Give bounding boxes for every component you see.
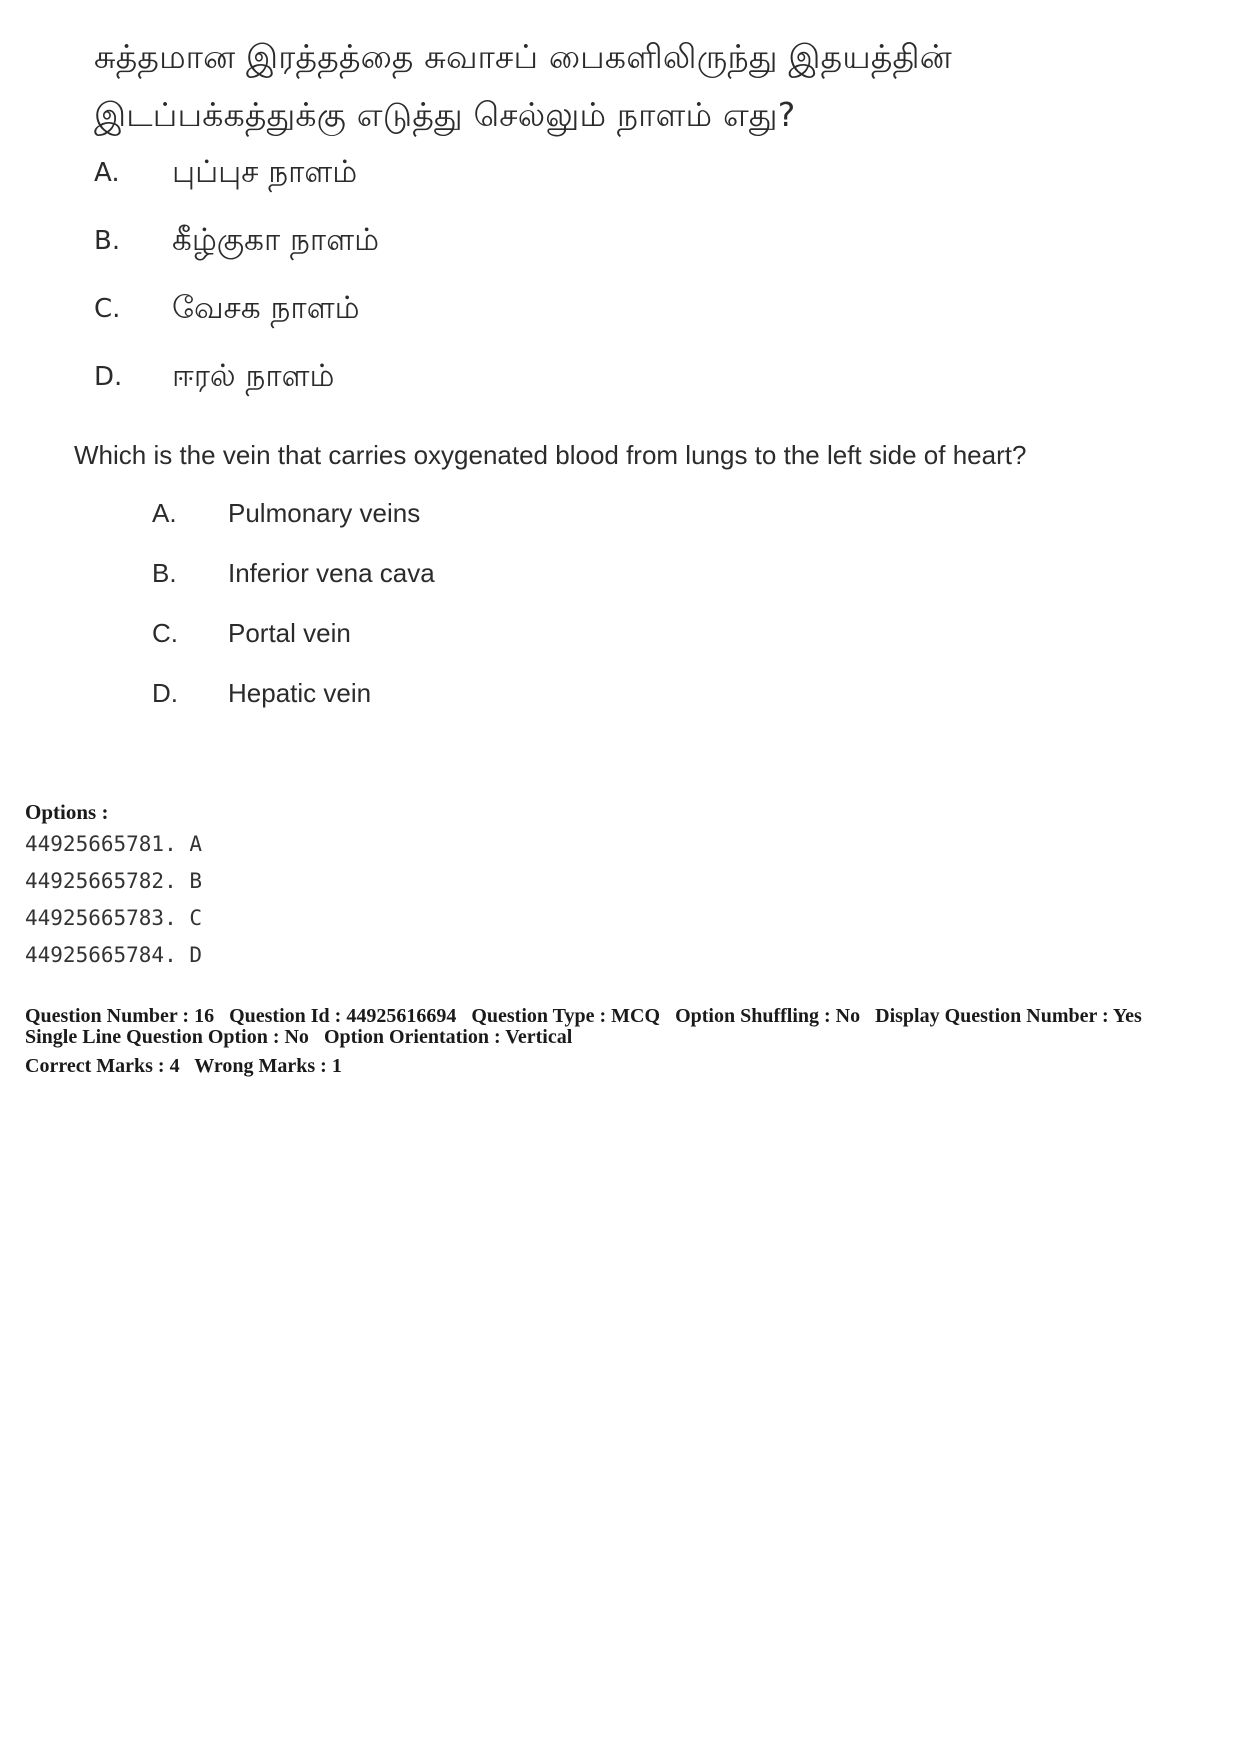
option-letter: B. <box>152 558 177 588</box>
option-text: Inferior vena cava <box>228 558 435 588</box>
option-letter: A. <box>94 158 120 188</box>
option-text: Hepatic vein <box>228 678 372 708</box>
metadata-line-3 <box>25 1056 1152 1077</box>
option-letter: C. <box>152 618 178 648</box>
option-id-row: 44925665783. C <box>25 906 203 930</box>
option-letter: B. <box>94 226 121 256</box>
option-orientation: Option Orientation : Vertical <box>323 1026 573 1048</box>
metadata-line-1 <box>25 1006 1152 1027</box>
option-id-row: 44925665782. B <box>25 869 203 893</box>
option-text: ஈரல் நாளம் <box>172 358 335 394</box>
tamil-question-line: இடப்பக்கத்துக்கு எடுத்து செல்லும் நாளம் எது? <box>94 95 796 134</box>
wrong-marks: Wrong Marks : 1 <box>194 1055 342 1077</box>
option-text: Portal vein <box>228 618 351 648</box>
question-image <box>70 28 1130 728</box>
metadata-line-2 <box>25 1027 1152 1048</box>
correct-marks: Correct Marks : 4 <box>25 1055 180 1077</box>
question-type: Question Type : MCQ <box>471 1005 661 1027</box>
tamil-question <box>94 28 952 144</box>
options-list <box>25 826 202 974</box>
option-shuffling: Option Shuffling : No <box>675 1005 861 1027</box>
option-text: புப்புச நாளம் <box>172 154 358 190</box>
single-line-question-option: Single Line Question Option : No <box>25 1026 309 1048</box>
option-text: வேசக நாளம் <box>172 290 360 326</box>
english-question: Which is the vein that carries oxygenated blood from lungs to the left side of heart? <box>74 440 1027 470</box>
option-letter: D. <box>152 678 178 708</box>
option-text: Pulmonary veins <box>228 498 421 528</box>
question-metadata <box>25 1006 1152 1077</box>
option-letter: D. <box>94 362 123 392</box>
question-id: Question Id : 44925616694 <box>229 1005 457 1027</box>
option-letter: C. <box>94 294 121 324</box>
tamil-question-line: சுத்தமான இரத்தத்தை சுவாசப் பைகளிலிருந்து இதயத்தின் <box>94 37 952 76</box>
option-text: கீழ்குகா நாளம் <box>172 222 380 258</box>
question-number: Question Number : 16 <box>25 1005 215 1027</box>
display-question-number: Display Question Number : Yes <box>875 1005 1142 1027</box>
option-id-row: 44925665781. A <box>25 832 203 856</box>
options-heading: Options : <box>25 800 109 824</box>
option-id-row: 44925665784. D <box>25 943 203 967</box>
option-letter: A. <box>152 498 177 528</box>
